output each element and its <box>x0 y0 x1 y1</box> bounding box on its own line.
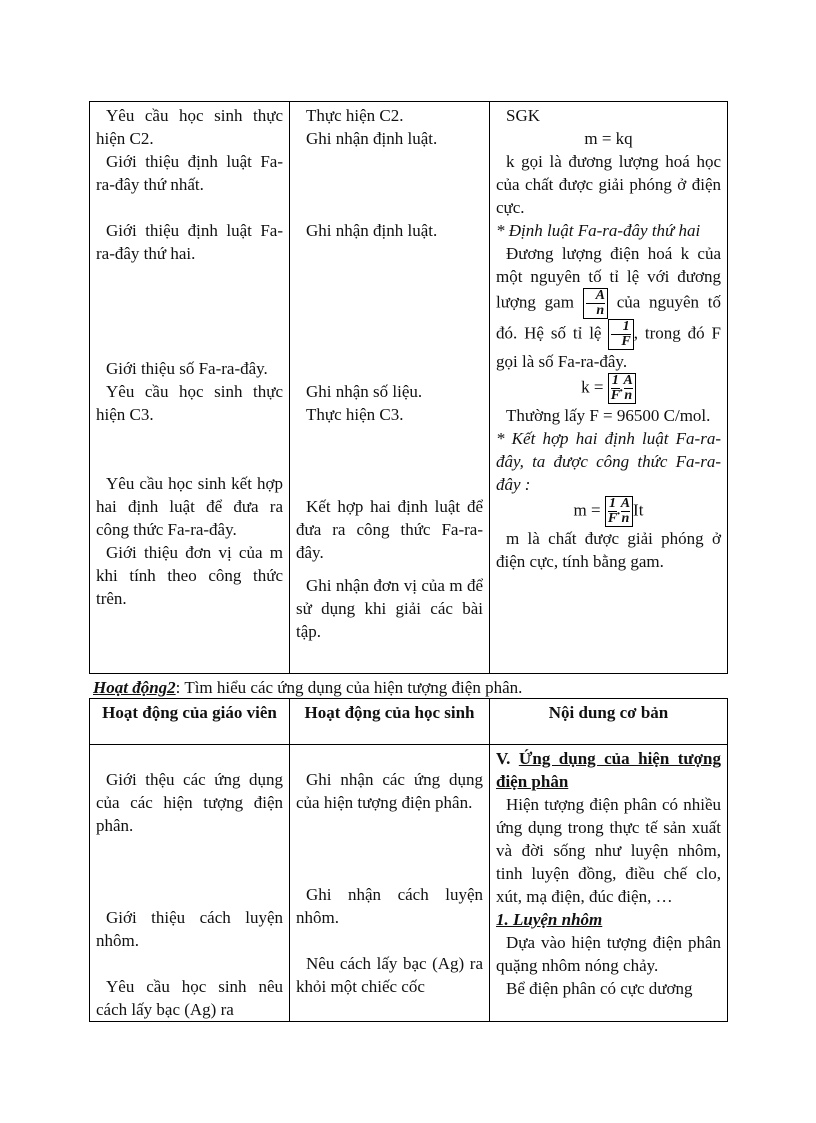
student-text-combine: Kết hợp hai định luật để đưa ra công thức Fa-ra-đây. <box>296 497 483 562</box>
frac-numerator: A <box>623 373 633 388</box>
header-content: Nội dung cơ bản <box>490 699 728 745</box>
student-activity-cell <box>290 102 490 674</box>
teacher-text-unit: Giới thiệu đơn vị của m khi tính theo công thức trên. <box>96 543 283 608</box>
m-description: m là chất được giải phóng ở điện cực, tính bằng gam. <box>496 529 721 571</box>
activity2-text: : Tìm hiểu các ứng dụng của hiện tượng điện phân. <box>175 678 523 697</box>
fraction-1-over-f <box>608 319 633 350</box>
law2-title: * Định luật Fa-ra-đây thứ hai <box>496 221 701 240</box>
teacher-activity-cell <box>90 102 290 674</box>
student-text-law1: Ghi nhận định luật. <box>306 129 438 148</box>
it-term: It <box>633 500 644 520</box>
frac-denominator: n <box>621 511 630 526</box>
activity2-heading <box>93 678 522 698</box>
frac-numerator: 1 <box>611 320 630 335</box>
law2-text-c: , trong đó F gọi là số Fa-ra-đây. <box>496 323 722 371</box>
electrolysis-tank-text: Bể điện phân có cực dương <box>506 979 693 998</box>
activity2-label: Hoạt động2 <box>93 678 176 697</box>
law2-text-b: của nguyên tố đó. Hệ số tỉ lệ <box>496 292 721 343</box>
formula-m-kq: m = kq <box>584 129 633 148</box>
frac-numerator: A <box>620 496 631 511</box>
teacher-text-applications: Giới thệu các ứng dụng của các hiện tượng điện phân. <box>96 770 283 835</box>
frac-denominator: F <box>610 388 621 403</box>
student-text-law2: Ghi nhận định luật. <box>306 221 438 240</box>
section-title: Ứng dụng của hiện tượng điện phân <box>496 749 721 791</box>
teacher-text-silver: Yêu cầu học sinh nêu cách lấy bạc (Ag) ra <box>96 977 283 1019</box>
aluminium-text: Dựa vào hiện tượng điện phân quặng nhôm nóng chảy. <box>496 933 721 975</box>
frac-denominator: n <box>596 303 605 318</box>
teacher-text-aluminium: Giới thiệu cách luyện nhôm. <box>96 908 283 950</box>
k-equals: k = <box>581 377 604 397</box>
teacher-text-c3: Yêu cầu học sinh thực hiện C3. <box>96 382 283 424</box>
teacher-text-combine: Yêu cầu học sinh kết hợp hai định luật để đưa ra công thức Fa-ra-đây. <box>96 474 283 539</box>
combine-title: * Kết hợp hai định luật Fa-ra-đây, ta được công thức Fa-ra-đây : <box>496 429 721 494</box>
frac-denominator: F <box>607 511 618 526</box>
student-text-unit: Ghi nhận đơn vị của m để sử dụng khi giải các bài tập. <box>296 576 483 641</box>
frac-numerator: 1 <box>611 373 619 388</box>
student-text-data: Ghi nhận số liệu. <box>306 382 423 401</box>
student-activity-cell-2 <box>290 745 490 1022</box>
teacher-text-law1: Giới thiệu định luật Fa-ra-đây thứ nhất. <box>96 152 283 194</box>
faraday-constant: Thường lấy F = 96500 C/mol. <box>506 406 711 425</box>
header-teacher: Hoạt động của giáo viên <box>90 699 290 745</box>
section-v-title <box>496 747 721 793</box>
fraction-1f-an: $\frac{1}{F}$ . $\frac{A}{n}$ <box>608 373 636 404</box>
section-number: V. <box>496 749 519 768</box>
student-text-c2: Thực hiện C2. <box>306 106 404 125</box>
law2-text-a: Đương lượng điện hoá k của một nguyên tố tỉ lệ với đương lượng gam <box>496 244 721 312</box>
fraction-1f-an-2: $\frac{1}{F}$ . $\frac{A}{n}$ <box>605 496 633 527</box>
teacher-text-faraday-number: Giới thiệu số Fa-ra-đây. <box>106 359 268 378</box>
laws-table <box>89 101 728 674</box>
formula-m <box>496 496 721 527</box>
aluminium-subtitle: 1. Luyện nhôm <box>496 910 603 929</box>
applications-table <box>89 698 728 1022</box>
header-student: Hoạt động của học sinh <box>290 699 490 745</box>
student-text-silver: Nêu cách lấy bạc (Ag) ra khỏi một chiếc cốc <box>296 954 483 996</box>
student-text-c3: Thực hiện C3. <box>306 405 404 424</box>
frac-denominator: F <box>621 334 631 349</box>
equivalent-definition: k gọi là đương lượng hoá học của chất được giải phóng ở điện cực. <box>496 152 721 217</box>
law2-text <box>496 242 721 373</box>
fraction-a-over-n <box>583 288 608 319</box>
frac-numerator: 1 <box>609 496 617 511</box>
sgk-ref: SGK <box>506 106 541 125</box>
m-equals: m = <box>573 500 601 520</box>
teacher-activity-cell-2 <box>90 745 290 1022</box>
content-cell-2 <box>490 745 728 1022</box>
frac-denominator: n <box>624 388 633 403</box>
student-text-applications: Ghi nhận các ứng dụng của hiện tượng điện phân. <box>296 770 483 812</box>
student-text-aluminium: Ghi nhận cách luyện nhôm. <box>296 885 483 927</box>
teacher-text-law2: Giới thiệu định luật Fa-ra-đây thứ hai. <box>96 221 283 263</box>
content-cell <box>490 102 728 674</box>
formula-k <box>496 373 721 404</box>
teacher-text-c2: Yêu cầu học sinh thực hiện C2. <box>96 106 283 148</box>
applications-text: Hiện tượng điện phân có nhiều ứng dụng trong thực tế sản xuất và đời sống như luyện nhôm, tinh luyện đồng, điều chế clo, xút, mạ điện, đúc điện, … <box>496 795 721 906</box>
frac-numerator: A <box>586 289 605 304</box>
